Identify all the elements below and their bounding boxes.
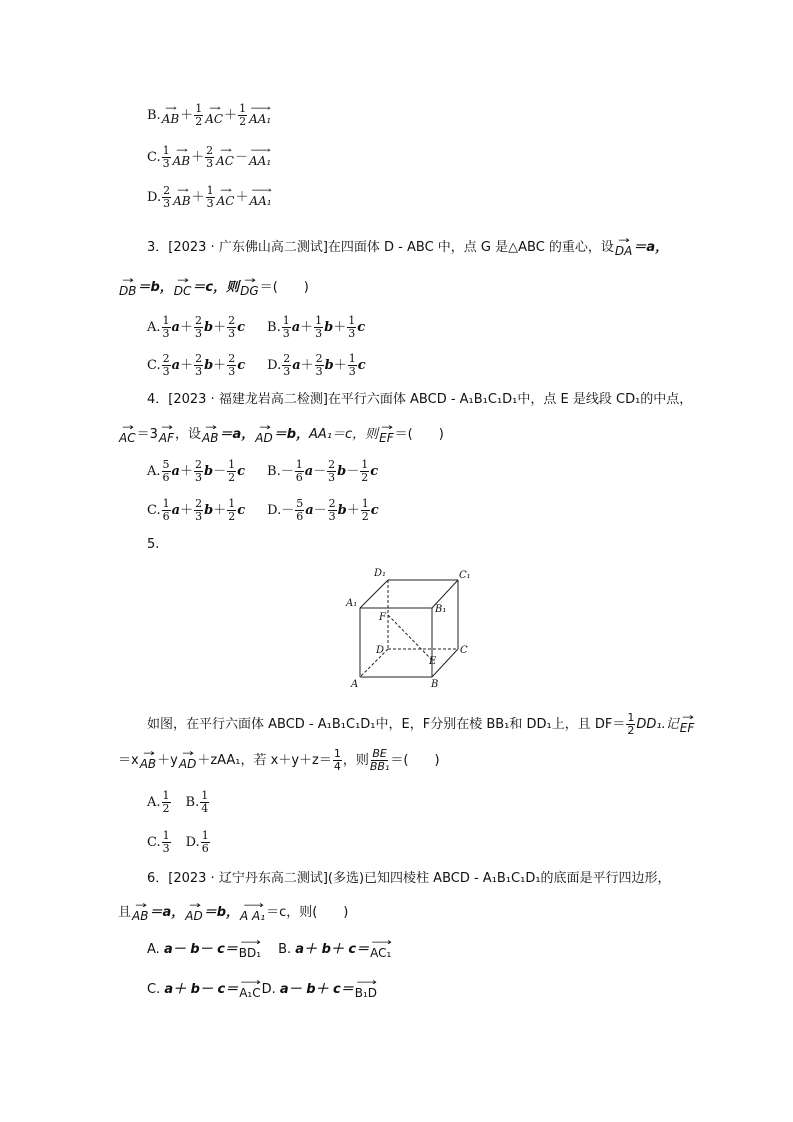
label-e: E: [429, 656, 437, 667]
q6-stem: 6．[2023 · 辽宁丹东高二测试](多选)已知四棱柱 ABCD - A₁B₁C₁D₁的底面是平行四边形，: [147, 871, 671, 886]
q3-stem-2: → DB ＝b， → DC ＝c，则 → DG ＝( ): [119, 276, 309, 298]
q5-options-cd: C. $\frac{1}{3}$ D. $\frac{1}{6}$: [147, 829, 209, 855]
label-a1: A₁: [346, 598, 358, 609]
q6-stem-2: 且 → AB ＝a， → AD ＝b， ⟶ A A₁ ＝c，则( ): [118, 901, 349, 923]
label-b: B: [431, 679, 439, 690]
q6-options-cd: C. a＋ b－ c＝ ⟶ A₁C D. a－ b＋ c＝ ⟶ B₁D: [147, 978, 378, 1000]
label-d: D: [376, 645, 385, 656]
q4-stem-2: → AC ＝3 → AF ，设 → AB ＝a， → AD ＝b， AA₁＝c，则 → EF ＝( ): [119, 423, 444, 445]
label-a: A: [351, 679, 359, 690]
q6-options-ab: A. a－ b－ c＝ ⟶ BD₁ B. a＋ b＋ c＝ ⟶ AC₁: [147, 938, 392, 960]
q5-number: 5.: [147, 537, 160, 552]
q4-stem: 4．[2023 · 福建龙岩高二检测]在平行六面体 ABCD - A₁B₁C₁D₁中，点 E 是线段 CD₁的中点，: [147, 392, 693, 407]
q2-option-c: C. $\frac{1}{3}$ → AB ＋ $\frac{2}{3}$ → AC － ⟶ AA₁: [147, 144, 272, 170]
q2-option-b: B. → AB ＋ $\frac{1}{2}$ → AC ＋ $\frac{1}{2}$ ⟶ AA₁: [147, 102, 272, 128]
label-f: F: [379, 612, 386, 623]
parallelepiped-figure: [340, 560, 480, 690]
q5-stem: 如图，在平行六面体 ABCD - A₁B₁C₁D₁中，E，F分别在棱 BB₁和 DD₁上，且 DF＝ $\frac{1}{2}$ DD₁.记 → EF: [147, 711, 695, 737]
label-b1: B₁: [435, 604, 447, 615]
q3-options-ab: A. $\frac{1}{3}$ a ＋ $\frac{2}{3}$ b ＋ $\frac{2}{3}$ c B. $\frac{1}{3}$ a ＋ $\frac{1}{3}$ b ＋ $\frac{1}{3}$ c: [147, 314, 366, 340]
q2-option-d: D. $\frac{2}{3}$ → AB ＋ $\frac{1}{3}$ → AC ＋ ⟶ AA₁: [147, 184, 272, 210]
q3-stem: 3．[2023 · 广东佛山高二测试]在四面体 D - ABC 中，点 G 是△ABC 的重心，设 → DA ＝a，: [147, 236, 669, 258]
label-c1: C₁: [459, 570, 471, 581]
label-c: C: [460, 645, 468, 656]
q4-options-ab: A. $\frac{5}{6}$ a ＋ $\frac{2}{3}$ b － $\frac{1}{2}$ c B. － $\frac{1}{6}$ a － $\frac{2}{3}$ b － $\frac{1}{2}$ c: [147, 458, 379, 484]
q5-options-ab: A. $\frac{1}{2}$ B. $\frac{1}{4}$: [147, 789, 209, 815]
q3-options-cd: C. $\frac{2}{3}$ a ＋ $\frac{2}{3}$ b ＋ $\frac{2}{3}$ c D. $\frac{2}{3}$ a ＋ $\frac{2}{3}$ b ＋ $\frac{1}{3}$ c: [147, 352, 366, 378]
label-d1: D₁: [374, 568, 387, 579]
q5-stem-2: ＝x → AB ＋y → AD ＋zAA₁，若 x＋y＋z＝ $\frac{1}{4}$ ，则 $\frac{BE}{\text{BB₁}}$ ＝( ): [118, 747, 440, 773]
q4-options-cd: C. $\frac{1}{6}$ a ＋ $\frac{2}{3}$ b ＋ $\frac{1}{2}$ c D. － $\frac{5}{6}$ a － $\frac{2}{3}$ b ＋ $\frac{1}{2}$ c: [147, 497, 379, 523]
